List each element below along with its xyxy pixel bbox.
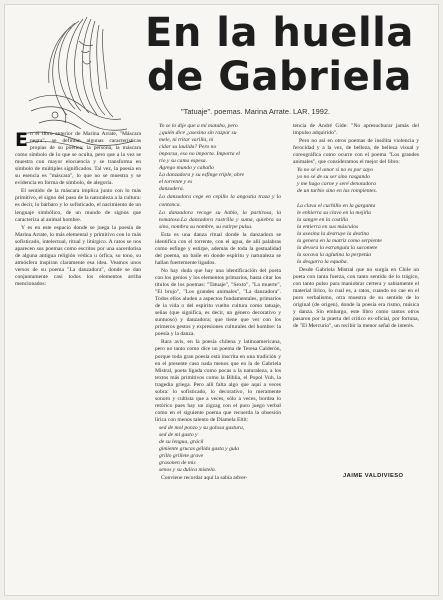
- verse-line: danzadera.: [159, 186, 185, 193]
- verse-line: La danzadora y su esfinge triple, abre: [159, 172, 245, 179]
- verse-line: y me hago carne y seré denotadora: [297, 181, 376, 188]
- verse-line: grasonen de mis: [159, 460, 196, 467]
- verse-block-2: [155, 425, 281, 474]
- verse-line: la genera en la matriz como serpiente: [297, 237, 382, 244]
- paragraph-3: Y es en este espacio donde se juega la poesía de Marina Arrate, lo más elemental y primitivo con lo más sofisticado, intelectual, ritual y litúrgico. A ratos se nos aparecen sus poemas como escritos por una sacerdotisa de alguna antigua religión védica u órfica, su tono, su atmósfera inspiran claramente esa idea. Veamos unos versos de su poema "La danzadora", donde se dan conjuntamente casi todos los elementos arriba mencionados:: [15, 224, 141, 287]
- verse-line: Yo se lo dije que a mí mataba, pero: [159, 123, 238, 129]
- title-line-2: de Gabriela: [147, 54, 412, 100]
- paragraph-9: Pero no así en otros poemas de insólita violencia y ferocidad y a la vez, de belleza, de belleza visual y coreográfica como ocurre con el poema "Los grandes animales", que consideramos el mejor del libro:: [293, 138, 419, 166]
- drop-cap: E: [15, 129, 28, 151]
- verse-line: sed de mol ponzo y su golosa gastura,: [159, 424, 245, 431]
- woman-sketch-illustration: [9, 11, 147, 151]
- paragraph-10: Desde Gabriela Mistral que no surgía en Chile un poeta con tanta fuerza, con tanto sentido de lo trágico, con tanto pulso para maniobrar certera y sabiamente el material lírico, lo cual es, a ratos, cuando no cae en el puro verbalismo, otra muestra de su sentido de lo original (de origen), donde la poesía era rismo, música y danza. Sin embargo, este libro como tantos otros pasaron por la puerta del crítico ex-oficial, por fortuna, de "El Mercurio", un recibir la menor señal de interés.: [293, 266, 419, 330]
- verse-line: imporsa, eso no importa. Importa el: [159, 151, 240, 158]
- verse-line: senos y su dulica mistela.: [159, 467, 217, 474]
- paragraph-2: El sentido de la máscara implica junto con lo más primitivo, el signo del paso de la naturaleza a la cultura: es decir, lo bárbaro y lo sofisticado, el nacimiento de un lenguaje simbólico, de un mundo de signos que caracteriza al animal hombre.: [15, 188, 141, 223]
- verse-line: le enhierra su clavo en la mejilla: [297, 209, 371, 216]
- verse-line: ¿quién dice ¿asesina sin razpar su: [159, 130, 237, 137]
- verse-line: la devora la estrangula la sacomete: [297, 244, 378, 251]
- verse-line: [297, 195, 419, 202]
- paragraph-6: Rara avis, en la poesía chilena y latinoamericana, pero no tanto como dice un poema de Teresa Calderón, porque toda gran poesía está inscrita en una tradición y en el presente caso nada menos que en la de Gabriela Mistral, poeta ligada como pocas a la naturaleza, a los textos más primitivos como la Biblia, el Popol Vuh, la tragedia griega. Pero allí falta algo que aquí a veces sobra: lo sofisticado, lo decorativo, lo meramente sonoro y cultista que a veces, sólo a veces, bordea lo retórico pues hay un zigzag con el puro juego verbal como en el siguiente poema que recuerda la obsesión lírica con menos talento de Diamela Eltit:: [155, 339, 281, 423]
- paragraph-7: Conviene recordar aquí la sabia adver-: [161, 475, 248, 482]
- article-title: [145, 10, 435, 100]
- verse-line: río y su cama espesa.: [159, 158, 208, 165]
- verse-line: de un turbio sino en las rompientes.: [297, 188, 378, 195]
- paragraph-5: No hay duda que hay una identificación del poeta con los genios y los elementos primarios, basta citar los títulos de los poemas: "Tatuaje", "Sexto", "La muerte", "El brujo", "Los grandes animales", "La danzadora". Todos ellos aluden a aspectos fundamentales, primarios de la vida o del espíritu vuelto cultura como tatuaje, señas (que significa, es decir, un género decorativo y suntuoso) y danzadora; que tiene que ver con los primeros gestos y expresiones culturales del hombre: la poesía y la danza.: [155, 267, 281, 338]
- column-3: [293, 123, 419, 330]
- verse-line: la sangre en la costilla: [297, 216, 349, 223]
- verse-paragraph: La danzadora cege en cepillo la angostia traza y lo contonca.: [159, 194, 281, 208]
- paragraph-4: Esta es una danza ritual donde la danzadora se identifica con el torrente, con el agua, de allí palabras como esfinge y estirpe, además de toda la gestualidad del poema, un baile en donde espíritu y naturaleza se hallan fuertemente ligados.: [155, 231, 281, 266]
- verse-line: el torrente y es: [159, 179, 193, 186]
- article-subtitle: "Tatuaje". poemas. Marina Arrate. LAR. 1992.: [181, 107, 331, 116]
- column-1: [15, 131, 141, 288]
- paragraph-1: [15, 131, 141, 187]
- verse-line: la entierra en sus músculos: [297, 223, 359, 230]
- verse-line: la desgarra la equaba.: [297, 258, 348, 265]
- verse-line: Yo no sé el amor si no es por sayo: [297, 167, 374, 174]
- verse-paragraph: La danzadora recoge su hablo, la partirosa, la tomatoso.La danzadora rastrilla y suma, quiebra su sino, nombra su nombre, su estirpe pulsa.: [159, 209, 281, 230]
- column-2: [155, 123, 281, 482]
- verse-line: la socava la aglutina la perpetúa: [297, 251, 372, 258]
- verse-line: grillo grillete grave: [159, 453, 204, 460]
- verse-line: mele, ni tritar varilla, ni: [159, 137, 214, 144]
- verse-line: gimiente grucas gélida gasta y gula: [159, 446, 240, 453]
- verse-line: la asesina la destruye la destina: [297, 230, 369, 237]
- verse-block-1: [155, 123, 281, 193]
- verse-block-3: [293, 167, 419, 266]
- author-signature: JAIME VALDIVIESO: [343, 473, 404, 479]
- paragraph-1-text: n el libro anterior de Marina Arrate, "Máscara negra", se definían algunas características propias de su poética: la persona, la máscara como símbolo de lo que se oculta, pero que a la vez se muestra con mayor elocuencia y se transforma en símbolo de múltiples significados. Tal vez, la poesía en su esencia es "máscara", lo que no se muestra y se evidencia en forma de símbolo, de alegoría.: [15, 131, 141, 187]
- verse-line: sed de mi gusto y: [159, 432, 198, 439]
- verse-line: Agrego mundo y caballo: [159, 165, 214, 172]
- verse-line: yo no sé de su ser sino rasgando: [297, 174, 370, 181]
- verse-line: cidar su laulida? Pero no: [159, 144, 217, 151]
- paragraph-8: tencia de André Gide: "No apresuchurar jamás del impulso adquirido".: [293, 123, 419, 137]
- verse-line: de su lengua, grácil: [159, 439, 204, 446]
- title-line-1: En la huella: [145, 10, 414, 56]
- newspaper-clipping: [4, 4, 439, 596]
- verse-line: La clava el cuchillo en la garganta: [297, 202, 376, 209]
